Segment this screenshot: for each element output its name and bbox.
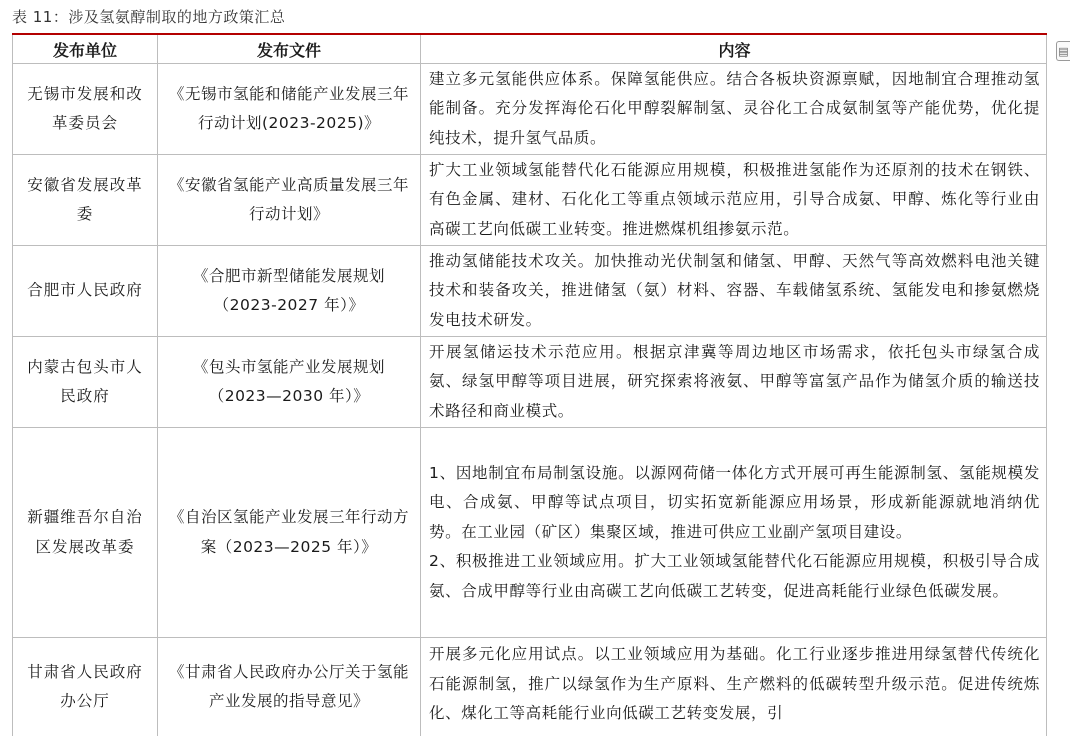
table-row — [12, 64, 1047, 155]
unit-cell: 内蒙古包头市人民政府 — [27, 357, 143, 405]
content-cell: 开展多元化应用试点。以工业领域应用为基础。化工行业逐步推进用绿氢替代传统化石能源制氢，推广以绿氢作为生产原料、生产燃料的低碳转型升级示范。促进传统炼化、煤化工等高耗能行业向低碳工艺转变发展，引 — [429, 645, 1040, 722]
table-header-row — [12, 35, 1047, 64]
unit-cell: 甘肃省人民政府办公厅 — [27, 662, 143, 710]
content-cell: 推动氢储能技术攻关。加快推动光伏制氢和储氢、甲醇、天然气等高效燃料电池关键技术和装备攻关，推进储氢（氨）材料、容器、车载储氢系统、氢能发电和掺氨燃烧发电技术研发。 — [429, 251, 1040, 329]
unit-cell: 新疆维吾尔自治区发展改革委 — [27, 508, 143, 556]
unit-cell: 安徽省发展改革委 — [27, 175, 143, 223]
header-unit: 发布单位 — [12, 35, 157, 63]
table-row — [12, 246, 1047, 337]
content-cell: 建立多元氢能供应体系。保障氢能供应。结合各板块资源禀赋，因地制宜合理推动氢能制备。充分发挥海伦石化甲醇裂解制氢、灵谷化工合成氨制氢等产能优势，优化提纯技术，提升氢气品质。 — [429, 69, 1040, 147]
table-row — [12, 638, 1047, 736]
document-cell: 《甘肃省人民政府办公厅关于氢能产业发展的指导意见》 — [168, 662, 409, 710]
table-row — [12, 428, 1047, 638]
document-cell: 《合肥市新型储能发展规划（2023-2027 年）》 — [192, 266, 385, 314]
content-cell: 开展氢储运技术示范应用。根据京津冀等周边地区市场需求，依托包头市绿氢合成氨、绿氢甲醇等项目进展，研究探索将液氨、甲醇等富氢产品作为储氢介质的输送技术路径和商业模式。 — [429, 342, 1040, 420]
content-cell-part-1: 1、因地制宜布局制氢设施。以源网荷储一体化方式开展可再生能源制氢、氢能规模发电、合成氨、甲醇等试点项目，切实拓宽新能源应用场景，形成新能源就地消纳优势。在工业园（矿区）集聚区域，推进可供应工业副产氢项目建设。 — [429, 463, 1040, 541]
document-cell: 《包头市氢能产业发展规划（2023—2030 年）》 — [192, 357, 385, 405]
document-cell: 《无锡市氢能和储能产业发展三年行动计划(2023-2025)》 — [168, 84, 409, 132]
content-cell: 扩大工业领域氢能替代化石能源应用规模，积极推进氢能作为还原剂的技术在钢铁、有色金属、建材、石化化工等重点领域示范应用，引导合成氨、甲醇、炼化等行业由高碳工艺向低碳工业转变。推进燃煤机组掺氨示范。 — [429, 160, 1040, 238]
content-cell-part-2: 2、积极推进工业领域应用。扩大工业领域氢能替代化石能源应用规模，积极引导合成氨、合成甲醇等行业由高碳工艺向低碳工艺转变，促进高耗能行业绿色低碳发展。 — [429, 552, 1040, 600]
header-content: 内容 — [420, 35, 1047, 63]
unit-cell: 无锡市发展和改革委员会 — [27, 84, 143, 132]
policy-table — [12, 33, 1047, 736]
unit-cell: 合肥市人民政府 — [27, 281, 143, 300]
header-document: 发布文件 — [157, 35, 420, 63]
document-cell: 《自治区氢能产业发展三年行动方案（2023—2025 年）》 — [168, 508, 409, 556]
document-icon[interactable]: ▤ — [1056, 41, 1070, 61]
table-caption: 表 11：涉及氢氨醇制取的地方政策汇总 — [12, 8, 286, 26]
table-row — [12, 155, 1047, 246]
document-cell: 《安徽省氢能产业高质量发展三年行动计划》 — [168, 175, 409, 223]
table-row — [12, 337, 1047, 428]
